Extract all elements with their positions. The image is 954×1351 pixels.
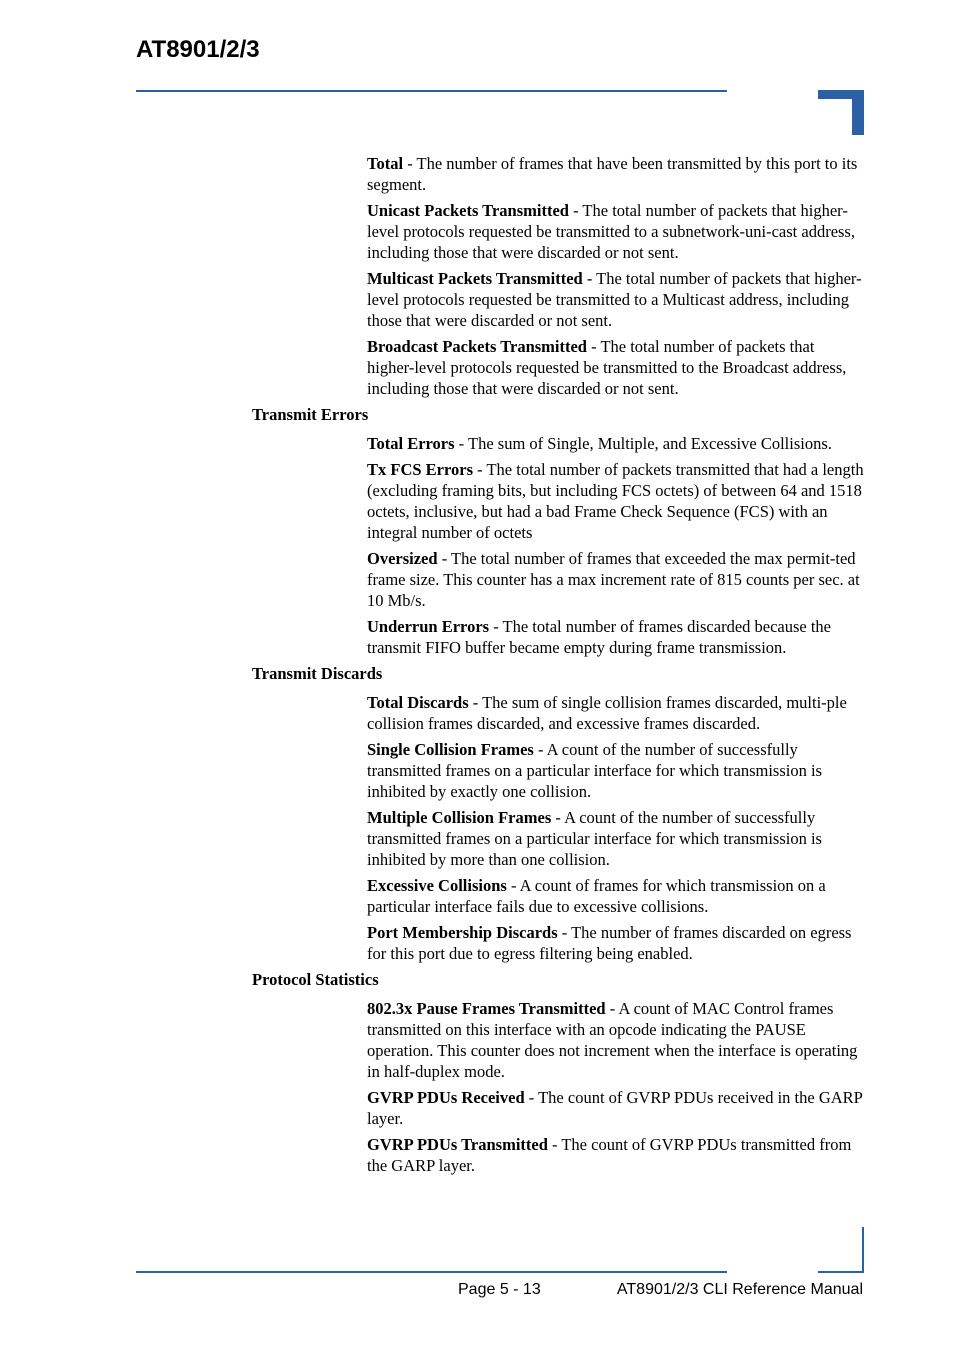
definition-unicast-packets-transmitted — [367, 200, 864, 263]
term: GVRP PDUs Transmitted — [367, 1135, 548, 1154]
definition-underrun-errors — [367, 616, 864, 658]
definition-pause-frames-transmitted — [367, 998, 864, 1082]
description: - The total number of frames discarded because the transmit FIFO buffer became empty during frame transmission. — [367, 617, 832, 657]
header-corner-mark-vertical — [852, 90, 864, 135]
description: - The total number of packets that higher-level protocols requested be transmitted to a subnetwork-uni-cast address, including those that were discarded or not sent. — [367, 201, 855, 262]
term: Oversized — [367, 549, 438, 568]
description: - The count of GVRP PDUs received in the GARP layer. — [367, 1088, 863, 1128]
term: Tx FCS Errors — [367, 460, 474, 479]
footer-corner-mark — [818, 1271, 864, 1273]
definition-total-errors — [367, 433, 864, 454]
manual-title: AT8901/2/3 CLI Reference Manual — [616, 1281, 863, 1298]
term: Single Collision Frames — [367, 740, 534, 759]
page-title: AT8901/2/3 — [136, 36, 260, 63]
term: Multiple Collision Frames — [367, 808, 552, 827]
term: Multicast Packets Transmitted — [367, 269, 583, 288]
term: Underrun Errors — [367, 617, 490, 636]
term: Unicast Packets Transmitted — [367, 201, 569, 220]
definition-excessive-collisions — [367, 875, 864, 917]
term: GVRP PDUs Received — [367, 1088, 525, 1107]
description: - The total number of frames that exceeded the max permit-ted frame size. This counter has a max increment rate of 815 counts per sec. at 10 Mb/s. — [367, 549, 860, 610]
description: - The total number of packets that higher-level protocols requested be transmitted to a Multicast address, including those that were discarded or not sent. — [367, 269, 862, 330]
definition-multicast-packets-transmitted — [367, 268, 864, 331]
description: - A count of the number of successfully transmitted frames on a particular interface for which transmission is inhibited by exactly one collision. — [367, 740, 822, 801]
description: - A count of frames for which transmission on a particular interface fails due to excessive collisions. — [367, 876, 826, 916]
term: Total Errors — [367, 434, 455, 453]
description: - The total number of packets transmitted that had a length (excluding framing bits, but including FCS octets) of between 64 and 1518 octets, inclusive, but had a bad Frame Check Sequence (FCS) with an integral number of octets — [367, 460, 864, 542]
term: Port Membership Discards — [367, 923, 558, 942]
definition-port-membership-discards — [367, 922, 864, 964]
header-rule — [136, 90, 727, 92]
description: - A count of MAC Control frames transmitted on this interface with an opcode indicating the PAUSE operation. This counter does not increment when the interface is operating in half-duplex mode. — [367, 999, 858, 1081]
description: - The total number of packets that higher-level protocols requested be transmitted to the Broadcast address, including those that were discarded or not sent. — [367, 337, 847, 398]
section-heading-transmit-errors: Transmit Errors — [252, 405, 369, 424]
description: - The number of frames that have been transmitted by this port to its segment. — [367, 154, 858, 194]
description: - The number of frames discarded on egress for this port due to egress filtering being enabled. — [367, 923, 852, 963]
page-number: Page 5 - 13 — [458, 1281, 541, 1298]
description: - The count of GVRP PDUs transmitted from the GARP layer. — [367, 1135, 852, 1175]
term: Total Discards — [367, 693, 469, 712]
definition-oversized — [367, 548, 864, 611]
term: Total — [367, 154, 404, 173]
definition-multiple-collision-frames — [367, 807, 864, 870]
definition-gvrp-pdus-received — [367, 1087, 864, 1129]
definition-gvrp-pdus-transmitted — [367, 1134, 864, 1176]
definition-tx-fcs-errors — [367, 459, 864, 543]
term: Excessive Collisions — [367, 876, 507, 895]
definition-total-discards — [367, 692, 864, 734]
description: - The sum of single collision frames discarded, multi-ple collision frames discarded, and excessive frames discarded. — [367, 693, 847, 733]
definition-single-collision-frames — [367, 739, 864, 802]
term: Broadcast Packets Transmitted — [367, 337, 587, 356]
section-heading-protocol-statistics: Protocol Statistics — [252, 970, 379, 989]
footer-corner-mark-vertical — [862, 1227, 864, 1273]
definition-broadcast-packets-transmitted — [367, 336, 864, 399]
term: 802.3x Pause Frames Transmitted — [367, 999, 606, 1018]
page-content — [0, 153, 954, 1181]
description: - A count of the number of successfully transmitted frames on a particular interface for which transmission is inhibited by more than one collision. — [367, 808, 822, 869]
footer-rule — [136, 1271, 727, 1273]
description: - The sum of Single, Multiple, and Excessive Collisions. — [454, 434, 832, 453]
definition-total — [367, 153, 864, 195]
section-heading-transmit-discards: Transmit Discards — [252, 664, 383, 683]
